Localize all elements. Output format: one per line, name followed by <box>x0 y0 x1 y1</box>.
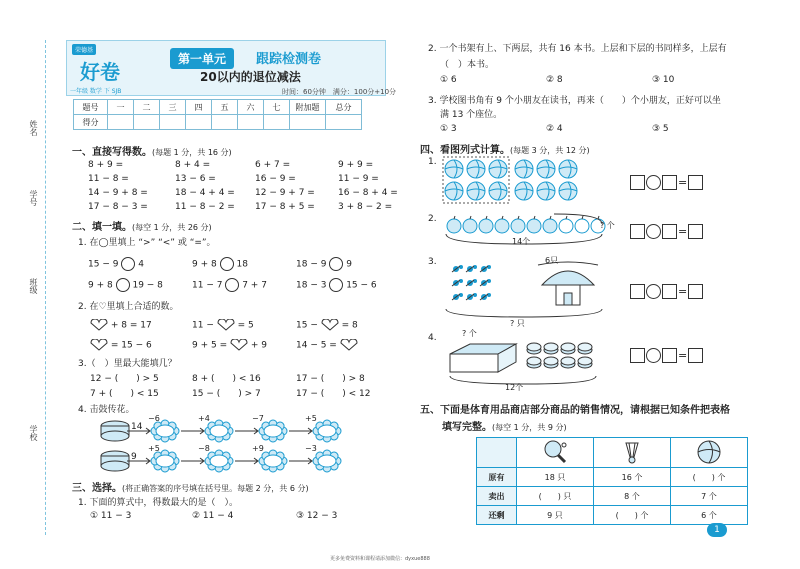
compare-item <box>88 278 163 292</box>
score-cell[interactable] <box>160 115 186 130</box>
ant-icon <box>480 293 491 300</box>
heart-expr: + 8 = 17 <box>110 320 152 331</box>
section-3-note: (将正确答案的序号填在括号里。每题 2 分，共 6 分) <box>122 484 309 493</box>
drum-icon <box>101 451 129 471</box>
compare-item <box>192 257 248 271</box>
option[interactable]: ② 4 <box>546 124 563 134</box>
option[interactable]: ③ 12 − 3 <box>296 511 338 521</box>
chain-op: +9 <box>252 444 264 453</box>
coin-icon <box>527 357 541 368</box>
compare-left: 18 − 3 <box>296 280 327 291</box>
score-row-label: 得分 <box>74 115 108 130</box>
max-fill-item: 17 − ( ) > 8 <box>296 374 365 384</box>
chain-op: −3 <box>305 444 317 453</box>
calc-item: 12 − 9 + 7 = <box>255 188 315 198</box>
ant-icon <box>452 293 463 300</box>
volleyball-icon <box>467 160 485 178</box>
apple-icon <box>527 216 541 233</box>
sales-cell[interactable]: 6 个 <box>671 506 748 525</box>
compare-right: 9 <box>346 259 352 270</box>
question-3-3-cont: 满 13 个座位。 <box>440 110 503 120</box>
section-3-heading <box>72 479 309 494</box>
coin-icon <box>527 343 541 354</box>
volleyball-icon <box>489 182 507 200</box>
heart-item <box>192 339 267 351</box>
answer-box[interactable] <box>662 284 677 299</box>
side-name-label: 姓名 <box>29 120 38 136</box>
heart-item <box>90 339 152 351</box>
heart-item <box>296 319 358 331</box>
calc-item: 11 − 9 = <box>338 174 379 184</box>
score-header-cell: 五 <box>212 100 238 115</box>
volleyball-icon <box>489 160 507 178</box>
box-coins-picture <box>446 340 616 385</box>
chain-op: +5 <box>305 414 317 423</box>
question-2-1: 1. 在◯里填上 “>” “<” 或 “=”。 <box>78 238 216 248</box>
sales-cell[interactable]: ( ) 只 <box>517 487 594 506</box>
compare-circle[interactable] <box>329 257 343 271</box>
ant-icon <box>466 279 477 286</box>
answer-box[interactable] <box>688 175 703 190</box>
section-2-note: (每空 1 分，共 26 分) <box>132 223 212 232</box>
answer-formula: = <box>630 224 703 239</box>
question-2-3: 3.（ ）里最大能填几？ <box>78 359 177 369</box>
q2-total-label: 14个 <box>512 237 531 246</box>
score-cell[interactable] <box>326 115 362 130</box>
score-header-cell: 附加题 <box>290 100 326 115</box>
max-fill-item: 12 − ( ) > 5 <box>90 374 159 384</box>
heart-expr: 15 − <box>296 320 318 331</box>
box-icon <box>450 344 516 372</box>
volleyball-icon <box>515 182 533 200</box>
logo-top-text: 荣德基 <box>72 44 96 55</box>
volleyball-icon <box>537 182 555 200</box>
score-cell[interactable] <box>238 115 264 130</box>
question-2-2: 2. 在♡里填上合适的数。 <box>78 302 179 312</box>
row-label: 原有 <box>477 468 517 487</box>
answer-box[interactable] <box>662 348 677 363</box>
side-class-label: 班级 <box>29 278 38 294</box>
ant-icon <box>466 293 477 300</box>
apple-icon <box>447 216 461 233</box>
sales-cell[interactable]: ( ) 个 <box>594 506 671 525</box>
heart-expr: = 8 <box>341 320 358 331</box>
apple-icon <box>543 216 557 233</box>
chain-op: −6 <box>148 414 160 423</box>
max-fill-item: 15 − ( ) > 7 <box>192 389 261 399</box>
sales-cell[interactable]: 9 只 <box>517 506 594 525</box>
score-cell[interactable] <box>264 115 290 130</box>
question-3-2-cont: （ ）本书。 <box>440 60 495 70</box>
picture-question-number: 4. <box>428 333 437 343</box>
compare-right: 4 <box>138 259 144 270</box>
q4-top-label: ? 个 <box>462 329 477 338</box>
q4-bottom-label: 12个 <box>505 383 524 392</box>
heart-blank[interactable] <box>90 339 108 351</box>
coin-icon <box>561 343 575 354</box>
heart-blank[interactable] <box>340 339 358 351</box>
binding-line <box>45 40 46 535</box>
ant-icon <box>452 265 463 272</box>
logo <box>70 44 130 92</box>
sales-cell[interactable]: ( ) 个 <box>671 468 748 487</box>
footer-note: 更多免费资料和课程请添加微信：dyxue888 <box>330 556 430 562</box>
calc-item: 6 + 7 = <box>255 160 291 170</box>
compare-circle[interactable] <box>121 257 135 271</box>
compare-left: 9 + 8 <box>88 280 113 291</box>
calc-item: 18 − 4 + 4 = <box>175 188 235 198</box>
volleyball-cell <box>671 438 748 468</box>
side-id-label: 学号 <box>29 190 38 206</box>
volleyball-icon <box>537 160 555 178</box>
section-3-title: 三、选择。 <box>72 483 122 494</box>
score-table <box>73 99 362 130</box>
calc-item: 11 − 8 − 2 = <box>175 202 235 212</box>
apple-icon <box>575 216 589 233</box>
compare-item <box>88 257 144 271</box>
apple-group <box>447 216 605 233</box>
heart-blank[interactable] <box>90 319 108 331</box>
page-number: 1 <box>707 523 727 537</box>
drum-start-value: 14 <box>131 422 143 432</box>
heart-expr: = 5 <box>237 320 254 331</box>
volleyball-icon <box>559 160 577 178</box>
heart-item <box>296 339 358 351</box>
section-4-note: (每题 3 分，共 12 分) <box>510 146 590 155</box>
section-1-title: 一、直接写得数。 <box>72 147 152 158</box>
calc-item: 11 − 8 = <box>88 174 129 184</box>
picture-question-number: 3. <box>428 257 437 267</box>
volleyball-group <box>445 160 577 200</box>
volleyball-icon <box>696 439 722 465</box>
section-5-title-cont: 填写完整。 <box>442 422 492 433</box>
compare-right: 7 + 7 <box>242 280 267 291</box>
q3-top-label: 6只 <box>545 256 559 265</box>
volleyball-icon <box>445 182 463 200</box>
heart-expr: + 9 <box>250 340 268 351</box>
score-header-cell: 六 <box>238 100 264 115</box>
calc-item: 13 − 6 = <box>175 174 216 184</box>
drum-icon <box>101 421 129 441</box>
heart-expr: = 15 − 6 <box>110 340 152 351</box>
compare-right: 19 − 8 <box>132 280 163 291</box>
volleyball-icon <box>559 182 577 200</box>
apple-icon <box>511 216 525 233</box>
score-header-cell: 总分 <box>326 100 362 115</box>
table-tennis-racket-icon <box>542 439 568 465</box>
answer-box[interactable] <box>630 284 645 299</box>
flower-blank <box>205 420 233 442</box>
volleyball-picture <box>442 156 602 206</box>
coin-icon <box>578 357 592 368</box>
chain-op: −7 <box>252 414 264 423</box>
chain-op: +4 <box>198 414 210 423</box>
compare-circle[interactable] <box>220 257 234 271</box>
shuttlecock-cell <box>594 438 671 468</box>
calc-item: 8 + 9 = <box>88 160 124 170</box>
score-cell[interactable] <box>186 115 212 130</box>
score-cell[interactable] <box>212 115 238 130</box>
coin-icon <box>544 343 558 354</box>
flower-blank <box>205 450 233 472</box>
question-3-1: 1. 下面的算式中，得数最大的是（ ）。 <box>78 498 238 508</box>
section-2-heading <box>72 218 212 233</box>
operator-circle[interactable] <box>646 224 661 239</box>
flower-blank <box>313 420 341 442</box>
time-info: 时间：60分钟 满分：100分+10分 <box>282 88 397 96</box>
question-2-4: 4. 击鼓传花。 <box>78 405 135 415</box>
sales-cell[interactable]: 8 个 <box>594 487 671 506</box>
heart-item <box>90 319 152 331</box>
compare-circle[interactable] <box>329 278 343 292</box>
calc-item: 3 + 8 − 2 = <box>338 202 393 212</box>
ant-icon <box>480 265 491 272</box>
compare-left: 11 − 7 <box>192 280 223 291</box>
question-3-3: 3. 学校图书角有 9 个小朋友在读书，再来（ ）个小朋友，正好可以坐 <box>428 96 721 106</box>
section-5-note: (每空 1 分，共 9 分) <box>492 423 567 432</box>
section-1-heading <box>72 143 232 158</box>
calc-item: 8 + 4 = <box>175 160 211 170</box>
answer-box[interactable] <box>688 348 703 363</box>
operator-circle[interactable] <box>646 284 661 299</box>
answer-box[interactable] <box>688 224 703 239</box>
option[interactable]: ① 3 <box>440 124 457 134</box>
compare-left: 9 + 8 <box>192 259 217 270</box>
section-4-title: 四、看图列式计算。 <box>420 145 510 156</box>
compare-circle[interactable] <box>225 278 239 292</box>
grade-label: 一年级 数学 下 SJB <box>70 88 122 95</box>
coin-icon <box>578 343 592 354</box>
calc-item: 14 − 9 + 8 = <box>88 188 148 198</box>
apple-icon <box>559 216 573 233</box>
ant-icon <box>466 265 477 272</box>
flower-blank <box>259 420 287 442</box>
volleyball-icon <box>515 160 533 178</box>
section-4-heading <box>420 141 590 156</box>
q3-question-label: ? 只 <box>510 319 525 328</box>
answer-formula: = <box>630 284 703 299</box>
flower-blank <box>151 450 179 472</box>
compare-right: 15 − 6 <box>346 280 377 291</box>
unit-tag: 第一单元 <box>170 48 234 69</box>
volleyball-icon <box>445 160 463 178</box>
option[interactable]: ② 8 <box>546 75 563 85</box>
heart-blank[interactable] <box>217 319 235 331</box>
option[interactable]: ① 6 <box>440 75 457 85</box>
compare-right: 18 <box>236 259 248 270</box>
answer-box[interactable] <box>630 224 645 239</box>
heart-item <box>192 319 254 331</box>
section-2-title: 二、填一填。 <box>72 222 132 233</box>
coin-icon <box>544 357 558 368</box>
section-1-note: (每题 1 分，共 16 分) <box>152 148 232 157</box>
answer-box[interactable] <box>688 284 703 299</box>
ant-group <box>452 265 491 300</box>
score-header-cell: 三 <box>160 100 186 115</box>
page-title: 20以内的退位减法 <box>200 70 301 84</box>
compare-item <box>296 278 377 292</box>
picture-question-number: 1. <box>428 157 437 167</box>
mushroom-house-icon <box>542 271 594 305</box>
answer-formula: = <box>630 348 703 363</box>
apple-icon <box>479 216 493 233</box>
answer-formula: = <box>630 175 703 190</box>
sales-cell[interactable]: 16 个 <box>594 468 671 487</box>
compare-circle[interactable] <box>116 278 130 292</box>
sales-cell[interactable]: 18 只 <box>517 468 594 487</box>
flower-blank <box>151 420 179 442</box>
side-school-label: 学校 <box>29 425 38 441</box>
ant-icon <box>452 279 463 286</box>
heart-expr: 11 − <box>192 320 214 331</box>
heart-blank[interactable] <box>321 319 339 331</box>
answer-box[interactable] <box>630 175 645 190</box>
max-fill-item: 17 − ( ) < 12 <box>296 389 371 399</box>
operator-circle[interactable] <box>646 175 661 190</box>
apple-icon <box>463 216 477 233</box>
operator-circle[interactable] <box>646 348 661 363</box>
picture-question-number: 2. <box>428 214 437 224</box>
section-5-heading: 五、下面是体育用品商店部分商品的销售情况，请根据已知条件把表格 <box>420 405 730 416</box>
score-header-cell: 七 <box>264 100 290 115</box>
apple-icon <box>495 216 509 233</box>
answer-box[interactable] <box>662 224 677 239</box>
sales-table <box>476 437 748 525</box>
score-cell[interactable] <box>134 115 160 130</box>
calc-item: 16 − 9 = <box>255 174 296 184</box>
compare-left: 18 − 9 <box>296 259 327 270</box>
ant-icon <box>480 279 491 286</box>
row-label: 卖出 <box>477 487 517 506</box>
compare-item <box>296 257 352 271</box>
score-header-cell: 二 <box>134 100 160 115</box>
section-5-heading-cont <box>442 418 567 433</box>
volleyball-icon <box>467 182 485 200</box>
calc-item: 16 − 8 + 4 = <box>338 188 398 198</box>
option[interactable]: ① 11 − 3 <box>90 511 132 521</box>
option[interactable]: ③ 5 <box>652 124 669 134</box>
sales-cell[interactable]: 7 个 <box>671 487 748 506</box>
score-cell[interactable] <box>108 115 134 130</box>
answer-box[interactable] <box>662 175 677 190</box>
series-title: 跟踪检测卷 <box>256 52 322 67</box>
shuttlecock-icon <box>622 439 642 465</box>
row-label: 还剩 <box>477 506 517 525</box>
option[interactable]: ③ 10 <box>652 75 675 85</box>
compare-left: 15 − 9 <box>88 259 119 270</box>
score-header-cell: 一 <box>108 100 134 115</box>
calc-item: 9 + 9 = <box>338 160 374 170</box>
compare-item <box>192 278 267 292</box>
coin-group <box>527 343 592 368</box>
corner-cell <box>477 438 517 468</box>
logo-main-text: 好卷 <box>80 60 120 84</box>
max-fill-item: 7 + ( ) < 15 <box>90 389 159 399</box>
table-tennis-cell <box>517 438 594 468</box>
score-header-cell: 四 <box>186 100 212 115</box>
chain-op: −8 <box>198 444 210 453</box>
max-fill-item: 8 + ( ) < 16 <box>192 374 261 384</box>
score-header-cell: 题号 <box>74 100 108 115</box>
question-3-2: 2. 一个书架有上、下两层，共有 16 本书。上层和下层的书同样多，上层有 <box>428 44 727 54</box>
flower-blank <box>259 450 287 472</box>
q2-question-label: ? 个 <box>600 221 615 230</box>
drum-start-value: 9 <box>131 452 137 462</box>
heart-expr: 9 + 5 = <box>192 340 228 351</box>
coin-icon <box>561 357 575 368</box>
calc-item: 17 − 8 − 3 = <box>88 202 148 212</box>
option[interactable]: ② 11 − 4 <box>192 511 234 521</box>
answer-box[interactable] <box>630 348 645 363</box>
ant-mushroom-picture <box>442 255 617 320</box>
heart-blank[interactable] <box>230 339 248 351</box>
flower-blank <box>313 450 341 472</box>
heart-expr: 14 − 5 = <box>296 340 337 351</box>
calc-item: 17 − 8 + 5 = <box>255 202 315 212</box>
score-cell[interactable] <box>290 115 326 130</box>
chain-op: +5 <box>148 444 160 453</box>
